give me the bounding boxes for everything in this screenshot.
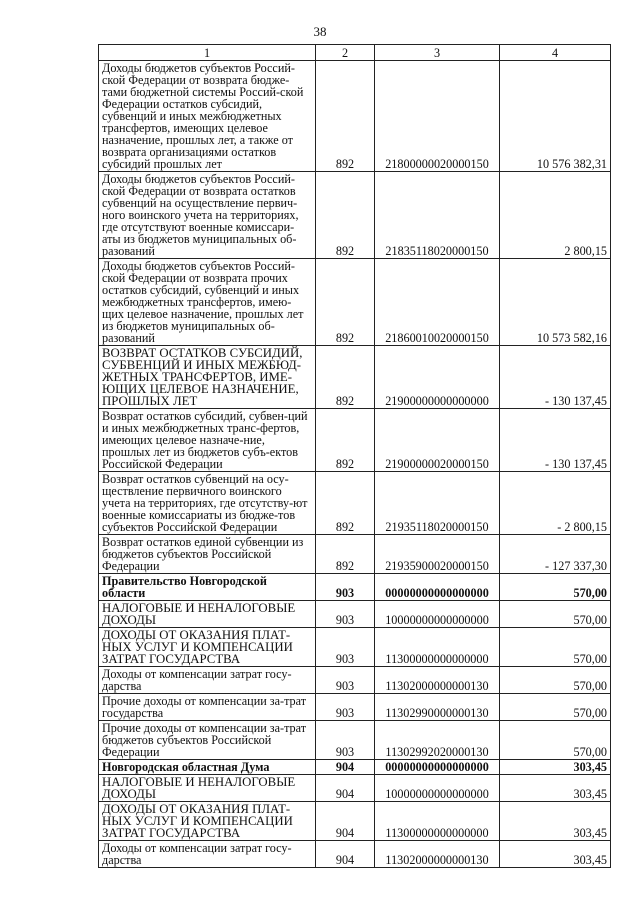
row-name-cell: НАЛОГОВЫЕ И НЕНАЛОГОВЫЕ ДОХОДЫ: [99, 601, 316, 628]
row-budget-code-cell: 21935900020000150: [375, 535, 500, 574]
row-amount-cell: 570,00: [500, 574, 611, 601]
row-admin-code-cell: 903: [316, 628, 375, 667]
table-row: [99, 172, 611, 259]
row-name-cell: Доходы бюджетов субъектов Россий-ской Федерации от возврата остатков субвенций на осуществление первич-ного воинского учета на территориях, где отсутствуют военные комиссари-аты из бюджетов муниципальных об-разований: [99, 172, 316, 259]
table-row: [99, 841, 611, 868]
table-row: [99, 61, 611, 172]
table-body: [99, 61, 611, 868]
table-row: [99, 802, 611, 841]
row-name-cell: Доходы бюджетов субъектов Россий-ской Федерации от возврата бюдже-тами бюджетной системы Россий-ской Федерации остатков субсидий, субвенций и иных межбюджетных трансфертов, имеющих целевое назначение, прошлых лет, а также от возврата организациями остатков субсидий прошлых лет: [99, 61, 316, 172]
row-name-cell: Прочие доходы от компенсации за-трат государства: [99, 694, 316, 721]
table-row: [99, 694, 611, 721]
table-row: [99, 601, 611, 628]
row-budget-code-cell: 21900000020000150: [375, 409, 500, 472]
row-budget-code-cell: 21835118020000150: [375, 172, 500, 259]
row-budget-code-cell: 00000000000000000: [375, 760, 500, 775]
row-admin-code-cell: 892: [316, 346, 375, 409]
row-budget-code-cell: 00000000000000000: [375, 574, 500, 601]
row-name-cell: Доходы от компенсации затрат госу-дарства: [99, 841, 316, 868]
row-amount-cell: 2 800,15: [500, 172, 611, 259]
row-admin-code-cell: 892: [316, 172, 375, 259]
row-amount-cell: 570,00: [500, 694, 611, 721]
column-header-code: 3: [375, 45, 500, 61]
table-row: [99, 574, 611, 601]
row-name-cell: ДОХОДЫ ОТ ОКАЗАНИЯ ПЛАТ-НЫХ УСЛУГ И КОМПЕНСАЦИИ ЗАТРАТ ГОСУДАРСТВА: [99, 628, 316, 667]
table-row: [99, 775, 611, 802]
row-admin-code-cell: 904: [316, 775, 375, 802]
row-amount-cell: 10 576 382,31: [500, 61, 611, 172]
row-budget-code-cell: 21935118020000150: [375, 472, 500, 535]
row-amount-cell: 303,45: [500, 841, 611, 868]
row-amount-cell: - 2 800,15: [500, 472, 611, 535]
row-budget-code-cell: 11302992020000130: [375, 721, 500, 760]
row-admin-code-cell: 903: [316, 694, 375, 721]
row-budget-code-cell: 10000000000000000: [375, 775, 500, 802]
column-header-name: 1: [99, 45, 316, 61]
row-amount-cell: 570,00: [500, 628, 611, 667]
row-budget-code-cell: 11302000000000130: [375, 667, 500, 694]
row-amount-cell: 10 573 582,16: [500, 259, 611, 346]
row-name-cell: Возврат остатков субсидий, субвен-ций и иных межбюджетных транс-фертов, имеющих целевое назначе-ние, прошлых лет из бюджетов субъ-ектов Российской Федерации: [99, 409, 316, 472]
column-header-amount: 4: [500, 45, 611, 61]
row-budget-code-cell: 11300000000000000: [375, 628, 500, 667]
row-amount-cell: 570,00: [500, 601, 611, 628]
row-admin-code-cell: 904: [316, 841, 375, 868]
row-name-cell: ВОЗВРАТ ОСТАТКОВ СУБСИДИЙ, СУБВЕНЦИЙ И ИНЫХ МЕЖБЮД-ЖЕТНЫХ ТРАНСФЕРТОВ, ИМЕ-ЮЩИХ ЦЕЛЕВОЕ НАЗНАЧЕНИЕ, ПРОШЛЫХ ЛЕТ: [99, 346, 316, 409]
table-row: [99, 535, 611, 574]
row-admin-code-cell: 904: [316, 760, 375, 775]
row-name-cell: НАЛОГОВЫЕ И НЕНАЛОГОВЫЕ ДОХОДЫ: [99, 775, 316, 802]
row-amount-cell: - 127 337,30: [500, 535, 611, 574]
row-amount-cell: 303,45: [500, 802, 611, 841]
row-admin-code-cell: 903: [316, 601, 375, 628]
column-header-admin: 2: [316, 45, 375, 61]
row-name-cell: ДОХОДЫ ОТ ОКАЗАНИЯ ПЛАТ-НЫХ УСЛУГ И КОМПЕНСАЦИИ ЗАТРАТ ГОСУДАРСТВА: [99, 802, 316, 841]
table-row: [99, 346, 611, 409]
row-amount-cell: - 130 137,45: [500, 409, 611, 472]
table-header-row: [99, 45, 611, 61]
row-admin-code-cell: 892: [316, 259, 375, 346]
row-admin-code-cell: 904: [316, 802, 375, 841]
page-number: 38: [313, 24, 327, 39]
revenue-table: [98, 44, 611, 868]
row-admin-code-cell: 892: [316, 535, 375, 574]
row-budget-code-cell: 11302000000000130: [375, 841, 500, 868]
table-row: [99, 667, 611, 694]
row-name-cell: Правительство Новгородской области: [99, 574, 316, 601]
row-budget-code-cell: 21900000000000000: [375, 346, 500, 409]
row-amount-cell: - 130 137,45: [500, 346, 611, 409]
row-budget-code-cell: 10000000000000000: [375, 601, 500, 628]
row-name-cell: Новгородская областная Дума: [99, 760, 316, 775]
row-name-cell: Доходы от компенсации затрат госу-дарства: [99, 667, 316, 694]
row-budget-code-cell: 11300000000000000: [375, 802, 500, 841]
row-admin-code-cell: 892: [316, 472, 375, 535]
row-name-cell: Доходы бюджетов субъектов Россий-ской Федерации от возврата прочих остатков субсидий, субвенций и иных межбюджетных трансфертов, имею-щих целевое назначение, прошлых лет из бюджетов муниципальных об-разований: [99, 259, 316, 346]
row-admin-code-cell: 892: [316, 61, 375, 172]
row-admin-code-cell: 903: [316, 574, 375, 601]
row-admin-code-cell: 892: [316, 409, 375, 472]
table-row: [99, 409, 611, 472]
row-amount-cell: 570,00: [500, 721, 611, 760]
table-row: [99, 721, 611, 760]
row-name-cell: Возврат остатков субвенций на осу-ществление первичного воинского учета на территориях, где отсутству-ют военные комиссариаты из бюдже-тов субъектов Российской Федерации: [99, 472, 316, 535]
table-row: [99, 259, 611, 346]
row-admin-code-cell: 903: [316, 721, 375, 760]
row-name-cell: Прочие доходы от компенсации за-трат бюджетов субъектов Российской Федерации: [99, 721, 316, 760]
table-row: [99, 472, 611, 535]
row-budget-code-cell: 21860010020000150: [375, 259, 500, 346]
row-amount-cell: 303,45: [500, 760, 611, 775]
row-amount-cell: 303,45: [500, 775, 611, 802]
row-budget-code-cell: 11302990000000130: [375, 694, 500, 721]
row-amount-cell: 570,00: [500, 667, 611, 694]
row-admin-code-cell: 903: [316, 667, 375, 694]
table-row: [99, 760, 611, 775]
row-budget-code-cell: 21800000020000150: [375, 61, 500, 172]
row-name-cell: Возврат остатков единой субвенции из бюджетов субъектов Российской Федерации: [99, 535, 316, 574]
table-row: [99, 628, 611, 667]
